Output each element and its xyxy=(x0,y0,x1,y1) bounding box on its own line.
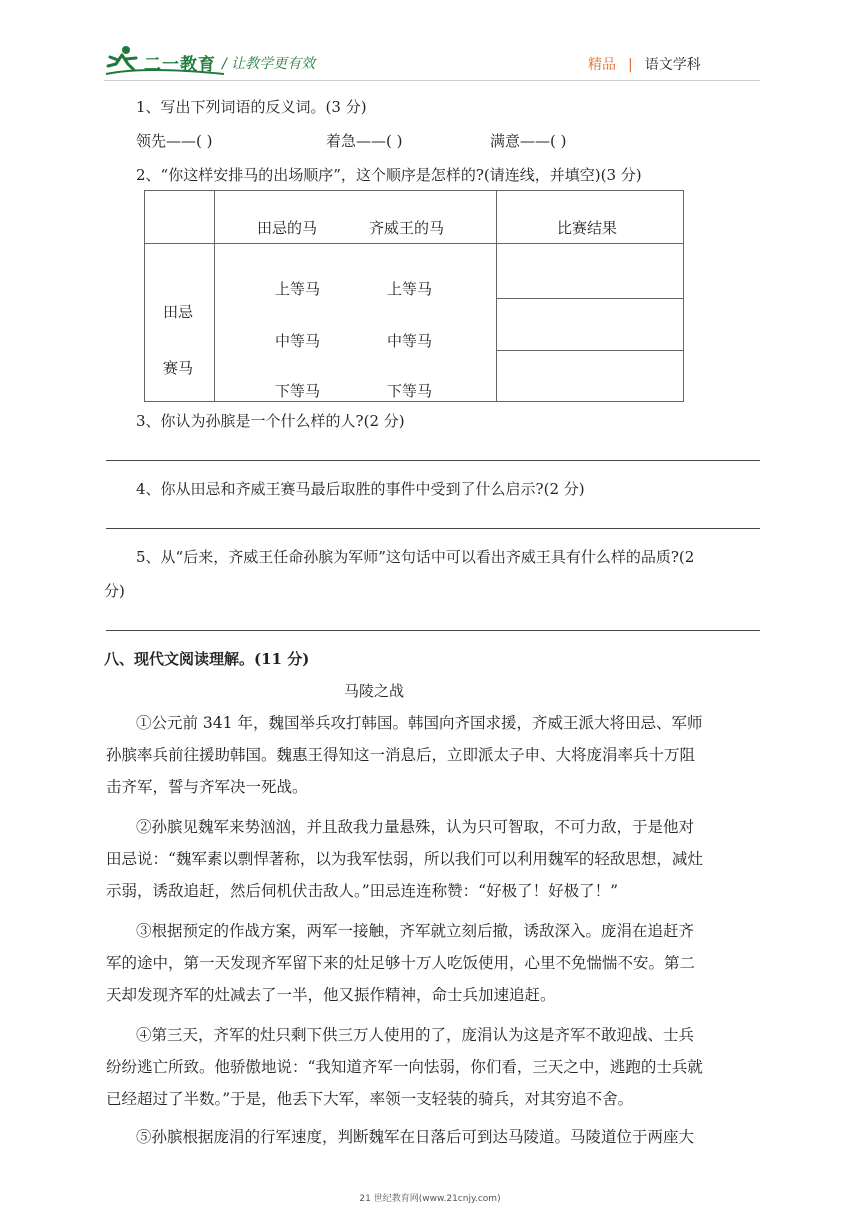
header-rule xyxy=(104,80,760,81)
tianji-horse-bottom: 下等马 xyxy=(275,382,321,400)
quality-label: 精品 xyxy=(588,57,616,73)
table-hline xyxy=(496,350,683,351)
table-hline xyxy=(145,243,683,244)
passage-paragraph-1 xyxy=(106,707,762,803)
paragraph-line: 孙膑率兵前往援助韩国。魏惠王得知这一消息后，立即派太子申、大将庞涓率兵十万阻 xyxy=(106,746,696,764)
paragraph-line: 击齐军，誓与齐军决一死战。 xyxy=(106,778,308,796)
divider: | xyxy=(628,57,633,73)
horse-race-table xyxy=(144,190,684,402)
slogan: / 让教学更有效 xyxy=(222,56,316,72)
passage-title: 马陵之战 xyxy=(344,682,405,700)
question-5-line-1: 5、从“后来，齐威王任命孙膑为军师”这句话中可以看出齐威王具有什么样的品质?(2 xyxy=(136,548,695,566)
qiwei-horse-top: 上等马 xyxy=(387,280,433,298)
passage-paragraph-5 xyxy=(106,1121,762,1153)
paragraph-line: ③根据预定的作战方案，两军一接触，齐军就立刻后撤，诱敌深入。庞涓在追赶齐 xyxy=(136,922,695,940)
answer-line-q5[interactable] xyxy=(106,630,760,631)
subject-label: 语文学科 xyxy=(644,57,701,73)
tianji-horse-middle: 中等马 xyxy=(275,332,321,350)
answer-line-q3[interactable] xyxy=(106,460,760,461)
q1-item-1: 领先——( ) xyxy=(136,132,213,150)
table-vline xyxy=(214,191,215,401)
paragraph-line: 纷纷逃亡所致。他骄傲地说：“我知道齐军一向怯弱，你们看，三天之中，逃跑的士兵就 xyxy=(106,1058,703,1076)
answer-line-q4[interactable] xyxy=(106,528,760,529)
page-header xyxy=(0,0,860,90)
paragraph-line: ⑤孙膑根据庞涓的行军速度，判断魏军在日落后可到达马陵道。马陵道位于两座大 xyxy=(136,1128,695,1146)
question-5-line-2: 分) xyxy=(104,582,125,600)
row-label-tianji: 田忌 xyxy=(163,303,194,321)
question-3: 3、你认为孙膑是一个什么样的人?(2 分) xyxy=(136,412,405,430)
table-vline xyxy=(496,191,497,401)
q1-item-3: 满意——( ) xyxy=(490,132,567,150)
q1-item-2: 着急——( ) xyxy=(326,132,403,150)
row-label-saima: 赛马 xyxy=(163,359,194,377)
logo-text: 二一教育 xyxy=(144,55,216,75)
paragraph-line: 已经超过了半数。”于是，他丢下大军，率领一支轻装的骑兵，对其穷追不舍。 xyxy=(106,1090,634,1108)
passage-paragraph-4 xyxy=(106,1019,762,1115)
paragraph-line: 天却发现齐军的灶减去了一半，他又振作精神，命士兵加速追赶。 xyxy=(106,986,556,1004)
col-qiwei-horse: 齐威王的马 xyxy=(369,219,445,237)
paragraph-line: ②孙膑见魏军来势汹汹，并且敌我力量悬殊，认为只可智取，不可力敌，于是他对 xyxy=(136,818,695,836)
table-hline xyxy=(496,298,683,299)
paragraph-line: ①公元前 341 年，魏国举兵攻打韩国。韩国向齐国求援，齐威王派大将田忌、军师 xyxy=(136,714,703,732)
paragraph-line: 军的途中，第一天发现齐军留下来的灶足够十万人吃饭使用，心里不免惴惴不安。第二 xyxy=(106,954,696,972)
passage-paragraph-3 xyxy=(106,915,762,1011)
col-result: 比赛结果 xyxy=(557,219,618,237)
paragraph-line: ④第三天，齐军的灶只剩下供三万人使用的了，庞涓认为这是齐军不敢迎战、士兵 xyxy=(136,1026,695,1044)
question-1: 1、写出下列词语的反义词。(3 分) xyxy=(136,98,367,116)
qiwei-horse-bottom: 下等马 xyxy=(387,382,433,400)
col-tianji-horse: 田忌的马 xyxy=(257,219,318,237)
tianji-horse-top: 上等马 xyxy=(275,280,321,298)
section-8-heading: 八、现代文阅读理解。(11 分) xyxy=(104,650,310,668)
qiwei-horse-middle: 中等马 xyxy=(387,332,433,350)
page-footer: 21 世纪教育网(www.21cnjy.com) xyxy=(359,1194,501,1204)
paragraph-line: 示弱，诱敌追赶，然后伺机伏击敌人。”田忌连连称赞：“好极了！好极了！” xyxy=(106,882,619,900)
brand-right xyxy=(588,54,701,74)
paragraph-line: 田忌说：“魏军素以剽悍著称，以为我军怯弱，所以我们可以利用魏军的轻敌思想，减灶 xyxy=(106,850,703,868)
passage-paragraph-2 xyxy=(106,811,762,907)
question-4: 4、你从田忌和齐威王赛马最后取胜的事件中受到了什么启示?(2 分) xyxy=(136,480,585,498)
question-2: 2、“你这样安排马的出场顺序”，这个顺序是怎样的?(请连线，并填空)(3 分) xyxy=(136,166,642,184)
